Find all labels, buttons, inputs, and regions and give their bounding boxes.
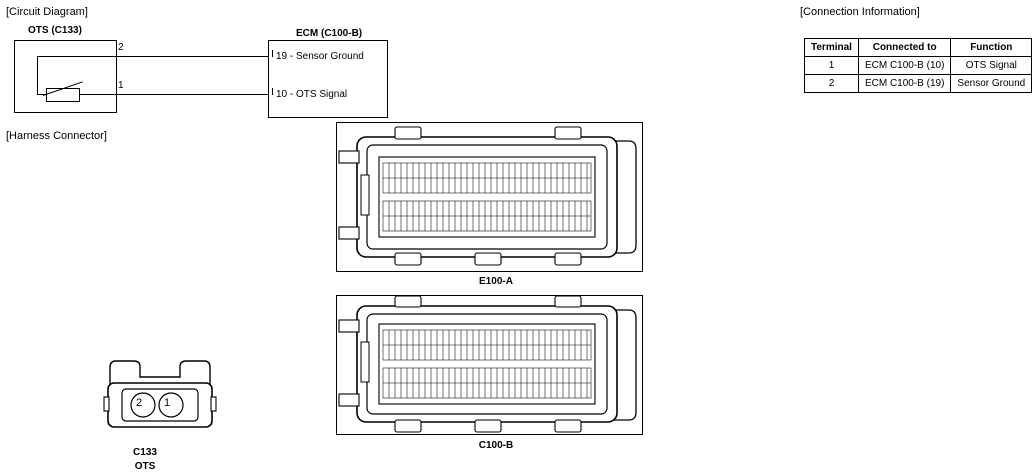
connector-latch-shape <box>110 361 210 385</box>
ecu-tab-top-left <box>395 127 421 139</box>
ecu-tab-left-bottom-2 <box>339 394 359 406</box>
harness-connector-section <box>0 125 300 472</box>
connection-information-label: [Connection Information] <box>800 6 920 18</box>
cell-connected-to: ECM C100-B (10) <box>858 57 950 75</box>
ecu-pin-row-top-2 <box>383 330 591 360</box>
header-connected-to: Connected to <box>858 39 950 57</box>
cell-terminal: 2 <box>805 75 859 93</box>
ecu-tab-bottom-center <box>475 253 501 265</box>
ecu-tab-left-top <box>339 151 359 163</box>
ecu-caption-c100b: C100-B <box>478 440 514 451</box>
ecu-tab-bottom-right-2 <box>555 420 581 432</box>
connection-information-section <box>398 0 1026 110</box>
connector-right-tab <box>211 397 216 411</box>
c133-connector-drawing <box>100 355 220 435</box>
terminal-2-circle <box>131 393 155 417</box>
table-header-row <box>805 39 1032 57</box>
c133-caption-name: C133 <box>133 447 157 458</box>
ecu-tab-bottom-center-2 <box>475 420 501 432</box>
ecu-left-keyway-2 <box>361 342 369 382</box>
cell-connected-to: ECM C100-B (19) <box>858 75 950 93</box>
terminal-1-circle <box>159 393 183 417</box>
ots-internal-wire-bottom-right <box>79 94 117 95</box>
table-row <box>805 57 1032 75</box>
ots-internal-wire-top <box>37 56 117 57</box>
ecu-tab-bottom-right <box>555 253 581 265</box>
ecu-tab-bottom-left <box>395 253 421 265</box>
ecm-pin-19-label: 19 - Sensor Ground <box>276 51 364 62</box>
ecu-pin-row-bottom-2 <box>383 368 591 398</box>
ecu-connector-drawing-c100b <box>337 296 642 434</box>
table-row <box>805 75 1032 93</box>
terminal-2-number: 2 <box>136 397 143 409</box>
ecu-pin-row-top <box>383 163 591 193</box>
ecu-image-frame-e100a <box>336 122 643 272</box>
thermistor-symbol <box>46 88 80 102</box>
wire-pin2-to-ecm19 <box>117 56 273 57</box>
terminal-1-number: 1 <box>164 397 171 409</box>
ecu-tab-top-right <box>555 127 581 139</box>
ecu-tab-top-left-2 <box>395 296 421 307</box>
ots-connector-title: OTS (C133) <box>28 25 82 36</box>
harness-connector-label: [Harness Connector] <box>6 130 107 142</box>
ots-sensor-box <box>14 40 117 113</box>
ecu-connector-drawing-e100a <box>337 123 642 271</box>
cell-terminal: 1 <box>805 57 859 75</box>
ecm-connector-title: ECM (C100-B) <box>296 28 363 39</box>
connection-table <box>804 38 1032 93</box>
ecu-left-keyway <box>361 175 369 215</box>
ecu-tab-top-right-2 <box>555 296 581 307</box>
ots-pin-2-number: 2 <box>118 42 124 53</box>
header-terminal: Terminal <box>805 39 859 57</box>
ecu-pin-row-bottom <box>383 201 591 231</box>
ecu-tab-left-top-2 <box>339 320 359 332</box>
cell-function: OTS Signal <box>951 57 1032 75</box>
ots-pin-1-number: 1 <box>118 80 124 91</box>
ots-internal-wire-left <box>37 56 38 95</box>
connector-left-tab <box>104 397 109 411</box>
c133-caption-type: OTS <box>134 461 156 472</box>
ecu-caption-e100a: E100-A <box>479 276 513 287</box>
ecu-tab-left-bottom <box>339 227 359 239</box>
wire-pin1-to-ecm10 <box>117 94 273 95</box>
header-function: Function <box>951 39 1032 57</box>
ecu-image-frame-c100b <box>336 295 643 435</box>
circuit-diagram-label: [Circuit Diagram] <box>6 6 88 18</box>
circuit-diagram-section <box>0 0 400 125</box>
ecm-pin-10-label: 10 - OTS Signal <box>276 89 348 100</box>
ecu-tab-bottom-left-2 <box>395 420 421 432</box>
ecm-pin10-stub <box>272 88 273 95</box>
cell-function: Sensor Ground <box>951 75 1032 93</box>
ecm-pin19-stub <box>272 50 273 57</box>
